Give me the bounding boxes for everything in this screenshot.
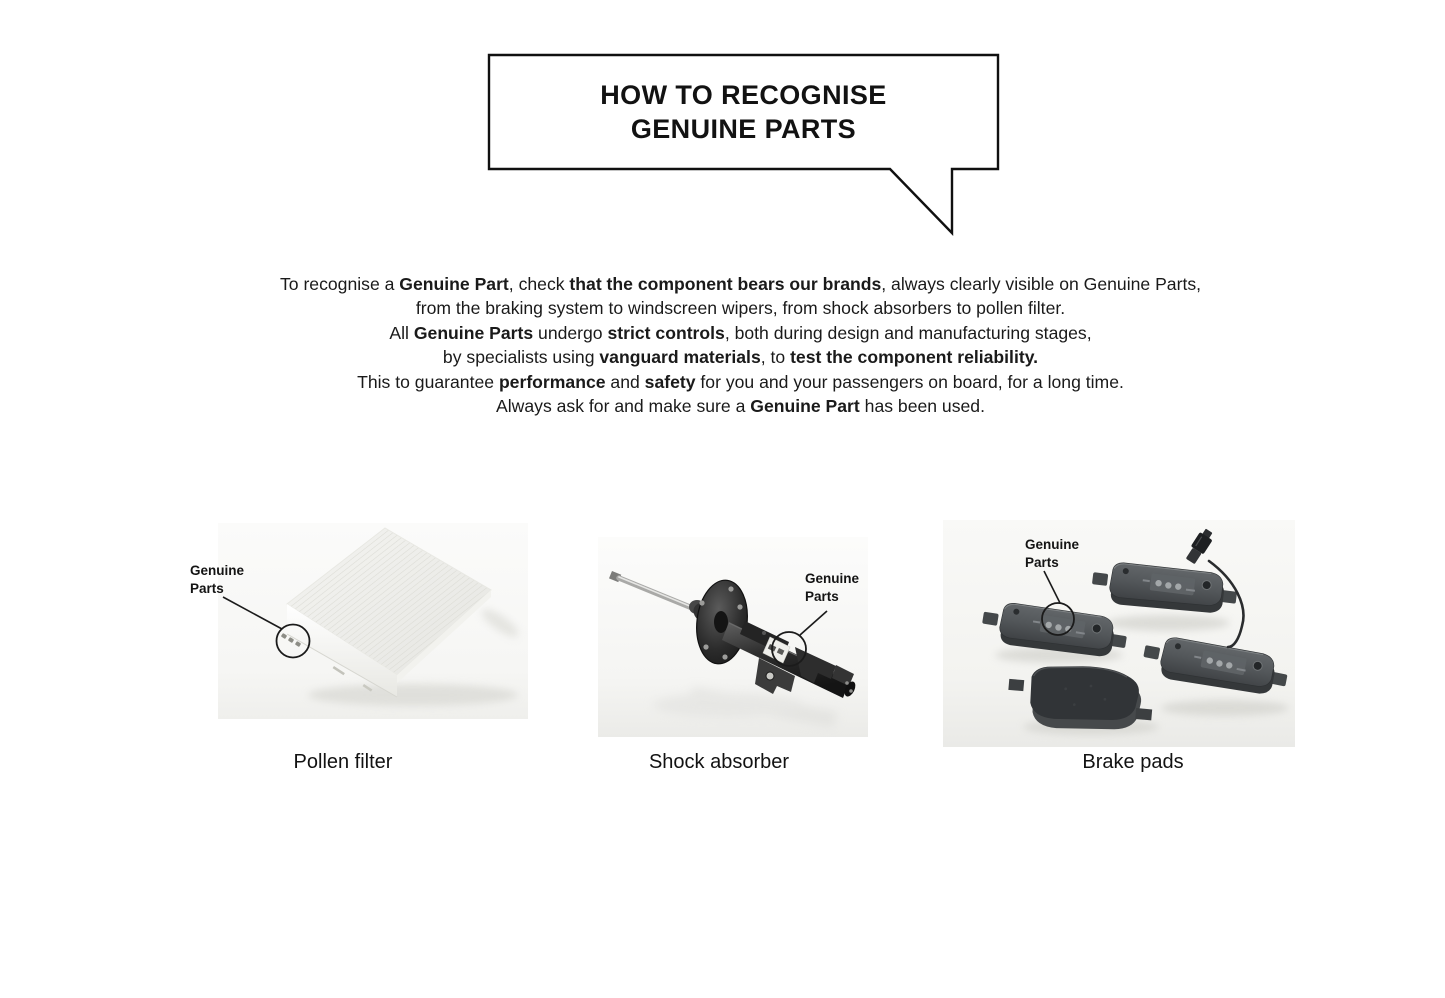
brake-pads-image xyxy=(943,520,1295,747)
intro-line: This to guarantee performance and safety for you and your passengers on board, for a long time. xyxy=(357,371,1124,392)
genuine-parts-label xyxy=(805,570,859,605)
pollen-filter-image xyxy=(218,523,528,719)
page-title xyxy=(489,57,998,167)
figure-brake-pads xyxy=(940,515,1300,760)
genuine-parts-label-line1: Genuine xyxy=(805,571,860,586)
genuine-parts-label-line2: Parts xyxy=(805,588,839,604)
page-title-line1: HOW TO RECOGNISE xyxy=(600,80,887,110)
caption-pollen-filter: Pollen filter xyxy=(293,751,393,773)
genuine-parts-label xyxy=(190,562,244,597)
intro-line: by specialists using vanguard materials, to test the component reliability. xyxy=(442,347,1039,368)
intro-line: from the braking system to windscreen wipers, from shock absorbers to pollen filter. xyxy=(415,298,1066,319)
genuine-parts-label xyxy=(1025,536,1079,571)
page-title-line2: GENUINE PARTS xyxy=(630,114,857,144)
genuine-parts-label-line2: Parts xyxy=(190,580,224,596)
caption-brake-pads: Brake pads xyxy=(1082,751,1184,773)
genuine-parts-label-line2: Parts xyxy=(1025,554,1059,570)
genuine-parts-label-line1: Genuine xyxy=(1025,537,1080,552)
intro-line: To recognise a Genuine Part, check that the component bears our brands, always clearly visible on Genuine Parts, xyxy=(279,274,1202,294)
shock-absorber-image xyxy=(598,537,868,737)
figure-shock-absorber xyxy=(590,530,880,770)
intro-paragraph xyxy=(36,272,1445,418)
intro-line: All Genuine Parts undergo strict controls, both during design and manufacturing stages, xyxy=(389,322,1092,343)
figure-pollen-filter xyxy=(180,520,540,760)
intro-line: Always ask for and make sure a Genuine Part has been used. xyxy=(496,396,985,417)
caption-shock-absorber: Shock absorber xyxy=(648,751,790,773)
genuine-parts-label-line1: Genuine xyxy=(190,563,245,578)
